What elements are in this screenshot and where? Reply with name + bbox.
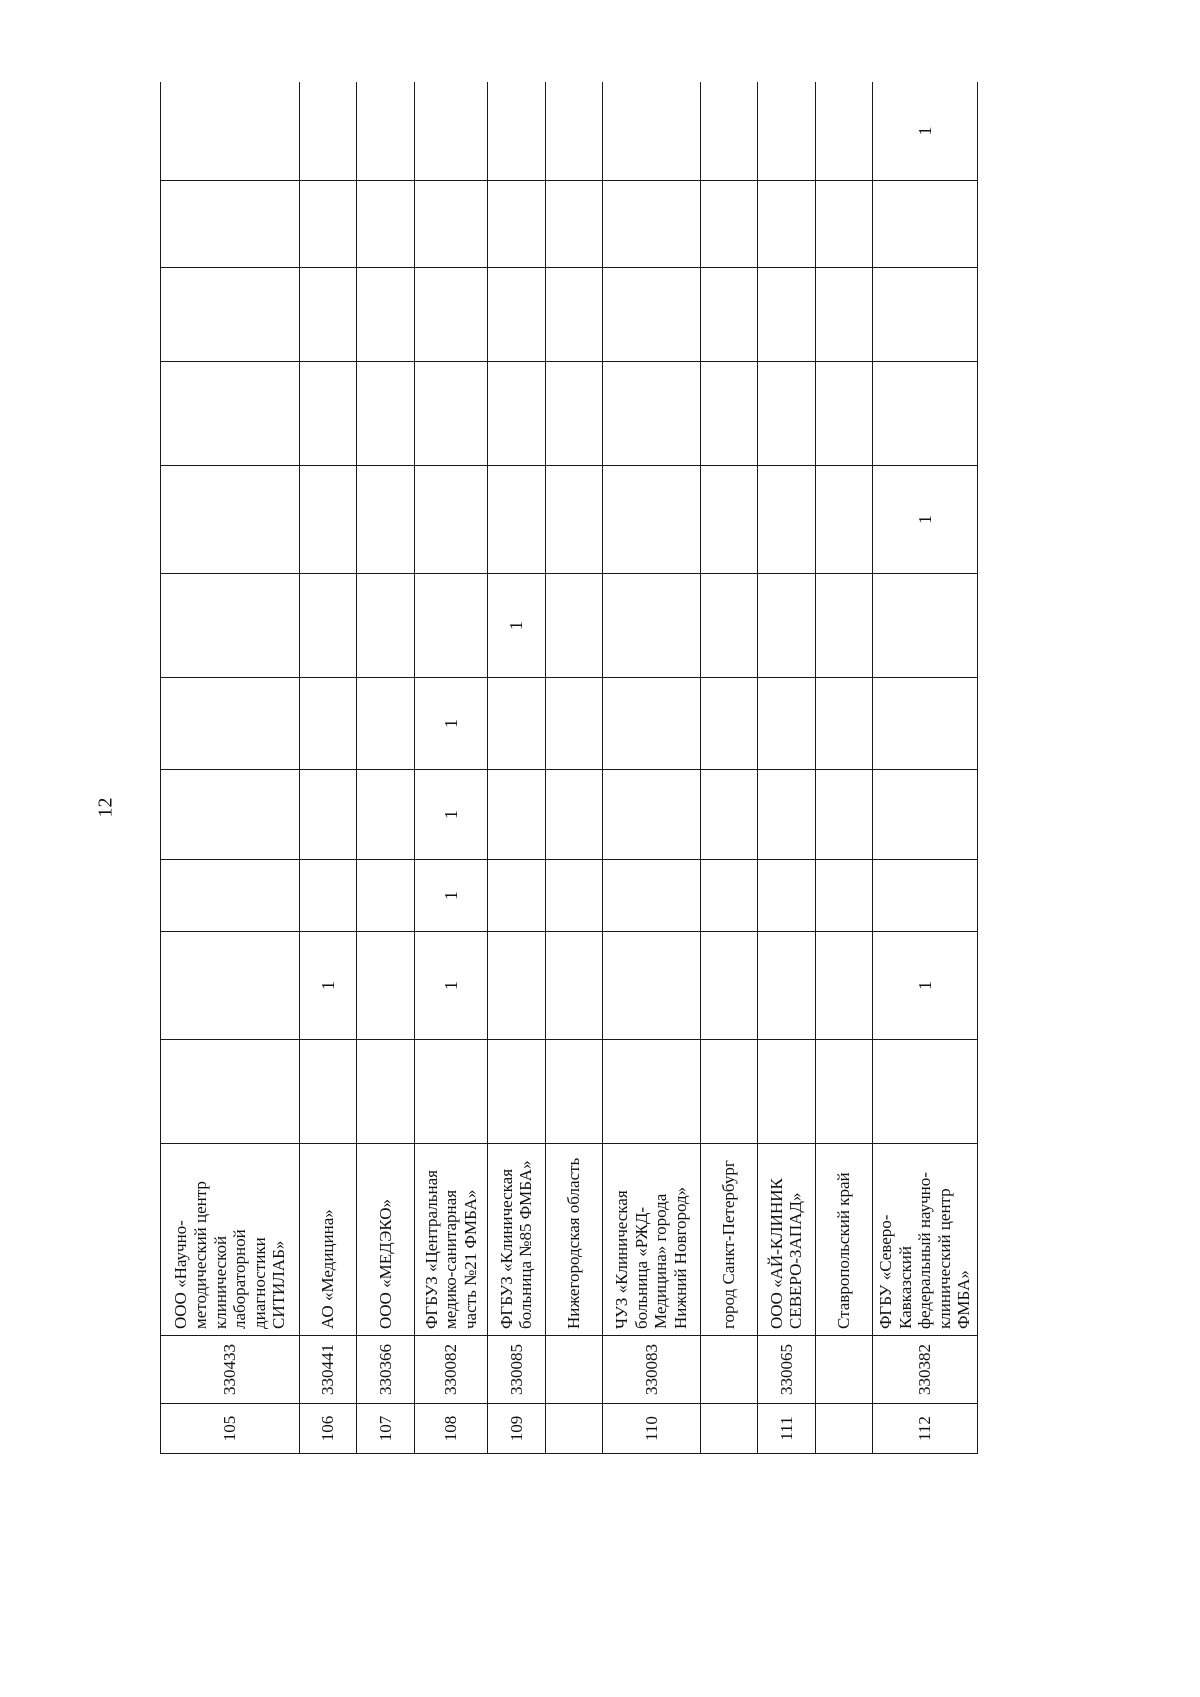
value-cell [602,362,700,466]
region-value-cell [545,181,602,268]
value-cell: 1 [872,466,977,574]
value-cell [161,770,300,860]
value-cell [758,860,815,932]
value-cell [872,268,977,362]
page-number: 12 [94,797,117,818]
region-value-cell [701,362,758,466]
value-cell [872,181,977,268]
region-value-cell [545,932,602,1040]
organization-name: ФГБУЗ «Клиническая больница №85 ФМБА» [488,1144,545,1336]
region-code-cell [701,1336,758,1404]
region-value-cell [545,362,602,466]
value-cell [602,1040,700,1144]
value-cell [300,574,357,678]
value-cell [488,1040,545,1144]
region-value-cell [545,770,602,860]
value-cell [161,860,300,932]
value-cell [161,574,300,678]
region-value-cell [815,362,872,466]
row-number: 107 [357,1404,414,1454]
value-cell [300,1040,357,1144]
organization-name: ООО «МЕДЭКО» [357,1144,414,1336]
value-cell [414,466,488,574]
region-row [815,82,872,1454]
value-cell [300,268,357,362]
value-cell [602,932,700,1040]
organization-code: 330366 [357,1336,414,1404]
region-value-cell [815,466,872,574]
value-cell [872,678,977,770]
value-cell [488,932,545,1040]
value-cell [414,82,488,181]
region-value-cell [815,860,872,932]
region-value-cell [545,574,602,678]
value-cell [758,770,815,860]
row-number: 110 [602,1404,700,1454]
value-cell [300,678,357,770]
region-value-cell [701,574,758,678]
value-cell [300,82,357,181]
value-cell: 1 [872,932,977,1040]
region-value-cell [815,678,872,770]
value-cell [488,466,545,574]
row-number: 112 [872,1404,977,1454]
value-cell [872,860,977,932]
value-cell [161,678,300,770]
value-cell [414,1040,488,1144]
value-cell [602,82,700,181]
value-cell [300,860,357,932]
region-code-cell [545,1336,602,1404]
value-cell [758,574,815,678]
organization-code: 330382 [872,1336,977,1404]
value-cell [161,181,300,268]
region-value-cell [701,181,758,268]
value-cell [300,770,357,860]
value-cell [161,1040,300,1144]
value-cell [488,82,545,181]
value-cell: 1 [488,574,545,678]
region-value-cell [701,932,758,1040]
value-cell [872,574,977,678]
value-cell [488,362,545,466]
value-cell [414,362,488,466]
value-cell [872,770,977,860]
table-wrapper [160,82,978,1454]
value-cell [602,574,700,678]
organization-name: ООО «АЙ-КЛИНИК СЕВЕРО-ЗАПАД» [758,1144,815,1336]
value-cell [488,770,545,860]
region-value-cell [545,1040,602,1144]
value-cell [300,362,357,466]
organization-name: ООО «Научно-методический центр клинической лабораторной диагностики СИТИЛАБ» [161,1144,300,1336]
region-value-cell [815,268,872,362]
value-cell [602,770,700,860]
value-cell [758,678,815,770]
value-cell [758,466,815,574]
value-cell: 1 [414,678,488,770]
value-cell [488,678,545,770]
value-cell [602,181,700,268]
region-value-cell [545,82,602,181]
value-cell [161,362,300,466]
region-value-cell [815,574,872,678]
value-cell [357,574,414,678]
value-cell [357,268,414,362]
value-cell [357,362,414,466]
value-cell [414,574,488,678]
value-cell [161,82,300,181]
value-cell [602,860,700,932]
value-cell [414,268,488,362]
value-cell [300,181,357,268]
row-number: 108 [414,1404,488,1454]
value-cell: 1 [300,932,357,1040]
value-cell [602,678,700,770]
region-name: город Санкт-Петербург [701,1144,758,1336]
organization-code: 330065 [758,1336,815,1404]
value-cell [488,181,545,268]
table-row [357,82,414,1454]
region-name: Нижегородская область [545,1144,602,1336]
organization-name: ЧУЗ «Клиническая больница «РЖД-Медицина» города Нижний Новгород» [602,1144,700,1336]
region-num-cell [545,1404,602,1454]
region-value-cell [815,770,872,860]
region-value-cell [701,860,758,932]
region-value-cell [701,82,758,181]
value-cell [357,1040,414,1144]
value-cell [758,82,815,181]
value-cell [758,362,815,466]
organization-code: 330085 [488,1336,545,1404]
organization-code: 330441 [300,1336,357,1404]
value-cell [357,932,414,1040]
value-cell: 1 [872,82,977,181]
value-cell: 1 [414,860,488,932]
organization-code: 330083 [602,1336,700,1404]
value-cell [161,268,300,362]
region-value-cell [701,678,758,770]
table-row [161,82,300,1454]
value-cell [488,860,545,932]
region-value-cell [701,268,758,362]
value-cell [357,678,414,770]
organization-code: 330433 [161,1336,300,1404]
value-cell [300,466,357,574]
region-value-cell [545,860,602,932]
region-num-cell [815,1404,872,1454]
region-row [545,82,602,1454]
value-cell [357,181,414,268]
table-row [602,82,700,1454]
value-cell [414,181,488,268]
value-cell [872,1040,977,1144]
table-row [872,82,977,1454]
region-row [701,82,758,1454]
organization-name: ФГБУЗ «Центральная медико-санитарная часть №21 ФМБА» [414,1144,488,1336]
row-number: 109 [488,1404,545,1454]
value-cell [488,268,545,362]
organization-code: 330082 [414,1336,488,1404]
value-cell [872,362,977,466]
region-value-cell [815,932,872,1040]
value-cell [357,770,414,860]
value-cell: 1 [414,932,488,1040]
value-cell [357,466,414,574]
region-value-cell [815,1040,872,1144]
region-value-cell [815,82,872,181]
value-cell [357,82,414,181]
table-row [488,82,545,1454]
region-value-cell [545,268,602,362]
value-cell [602,268,700,362]
value-cell [161,932,300,1040]
region-value-cell [701,1040,758,1144]
region-value-cell [545,678,602,770]
table-row [300,82,357,1454]
region-code-cell [815,1336,872,1404]
row-number: 105 [161,1404,300,1454]
region-name: Ставропольский край [815,1144,872,1336]
value-cell [161,466,300,574]
value-cell [758,1040,815,1144]
region-value-cell [701,770,758,860]
region-value-cell [545,466,602,574]
organization-name: ФГБУ «Северо-Кавказский федеральный научно-клинический центр ФМБА» [872,1144,977,1336]
value-cell: 1 [414,770,488,860]
row-number: 111 [758,1404,815,1454]
value-cell [602,466,700,574]
value-cell [758,181,815,268]
table-row [758,82,815,1454]
row-number: 106 [300,1404,357,1454]
data-table [160,82,978,1454]
region-value-cell [815,181,872,268]
value-cell [758,932,815,1040]
table-row [414,82,488,1454]
value-cell [758,268,815,362]
organization-name: АО «Медицина» [300,1144,357,1336]
value-cell [357,860,414,932]
region-value-cell [701,466,758,574]
region-num-cell [701,1404,758,1454]
